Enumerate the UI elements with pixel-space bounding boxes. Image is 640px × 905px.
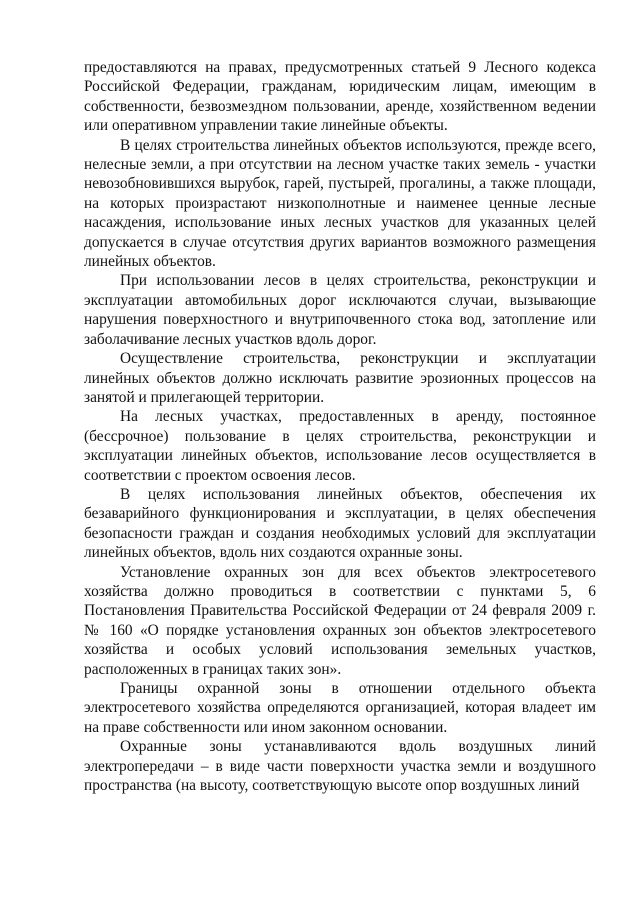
paragraph-2: В целях строительства линейных объектов используются, прежде всего, нелесные земли, а при отсутствии на лесном участке таких земель - участки невозобновившихся вырубок, гарей, пустырей, прогалины, а также площади, на которых произрастают низкополнотные и наименее ценные лесные насаждения, использование иных лесных участков для указанных целей допускается в случае отсутствия других вариантов возможного размещения линейных объектов.: [84, 136, 596, 271]
paragraph-4: Осуществление строительства, реконструкции и эксплуатации линейных объектов должно исключать развитие эрозионных процессов на занятой и прилегающей территории.: [84, 350, 596, 406]
paragraph-1: предоставляются на правах, предусмотренных статьей 9 Лесного кодекса Российской Федерации, гражданам, юридическим лицам, имеющим в собственности, безвозмездном пользовании, аренде, хозяйственном ведении или оперативном управлении такие линейные объекты.: [84, 59, 596, 135]
document-page: [84, 58, 596, 795]
paragraph-7: Установление охранных зон для всех объектов электросетевого хозяйства должно проводиться в соответствии с пунктами 5, 6 Постановления Правительства Российской Федерации от 24 февраля 2009 г. № 160 «О порядке установления охранных зон объектов электросетевого хозяйства и особых условий использования земельных участков, расположенных в границах таких зон».: [84, 563, 596, 678]
paragraph-3: При использовании лесов в целях строительства, реконструкции и эксплуатации автомобильных дорог исключаются случаи, вызывающие нарушения поверхностного и внутрипочвенного стока вод, затопление или заболачивание лесных участков вдоль дорог.: [84, 272, 596, 348]
paragraph-8: Границы охранной зоны в отношении отдельного объекта электросетевого хозяйства определяются организацией, которая владеет им на праве собственности или ином законном основании.: [84, 680, 596, 736]
paragraph-6: В целях использования линейных объектов, обеспечения их безаварийного функционирования и эксплуатации, в целях обеспечения безопасности граждан и создания необходимых условий для эксплуатации линейных объектов, вдоль них создаются охранные зоны.: [84, 485, 596, 562]
paragraph-9: Охранные зоны устанавливаются вдоль воздушных линий электропередачи – в виде части поверхности участка земли и воздушного пространства (на высоту, соответствующую высоте опор воздушных линий: [84, 738, 596, 795]
paragraph-5: На лесных участках, предоставленных в аренду, постоянное (бессрочное) пользование в целях строительства, реконструкции и эксплуатации линейных объектов, использование лесов осуществляется в соответствии с проектом освоения лесов.: [84, 408, 596, 484]
